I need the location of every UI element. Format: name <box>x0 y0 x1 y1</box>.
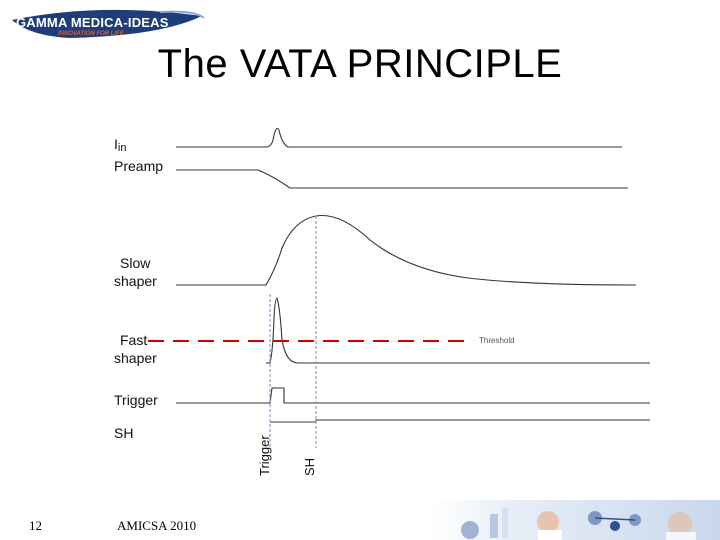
trigger-trace <box>176 388 650 403</box>
threshold-label: Threshold <box>479 336 515 345</box>
logo-text: GAMMA MEDICA-IDEAS <box>16 15 169 30</box>
decorative-banner-image <box>430 500 720 540</box>
slow-shaper-trace <box>176 216 636 286</box>
company-logo <box>10 6 205 40</box>
label-fast-shaper-line2: shaper <box>114 350 157 366</box>
slide-title: The VATA PRINCIPLE <box>157 42 563 86</box>
label-iin: Iin <box>114 136 127 154</box>
conference-label: AMICSA 2010 <box>117 518 197 533</box>
label-slow-shaper-line2: shaper <box>114 273 157 289</box>
fast-shaper-trace <box>266 298 650 363</box>
preamp-trace <box>176 170 628 188</box>
label-sh: SH <box>114 425 134 441</box>
label-slow-shaper-line1: Slow <box>120 255 151 271</box>
sh-trace <box>270 420 650 422</box>
timing-diagram <box>108 118 668 488</box>
label-trigger: Trigger <box>114 392 158 408</box>
sh-marker-label: SH <box>302 457 317 476</box>
trigger-marker-label: Trigger <box>257 435 272 476</box>
slide-number: 12 <box>29 518 42 533</box>
logo-tagline: INNOVATION FOR LIFE <box>58 31 124 37</box>
iin-trace <box>176 128 622 147</box>
label-fast-shaper-line1: Fast <box>120 332 148 348</box>
label-preamp: Preamp <box>114 158 164 174</box>
